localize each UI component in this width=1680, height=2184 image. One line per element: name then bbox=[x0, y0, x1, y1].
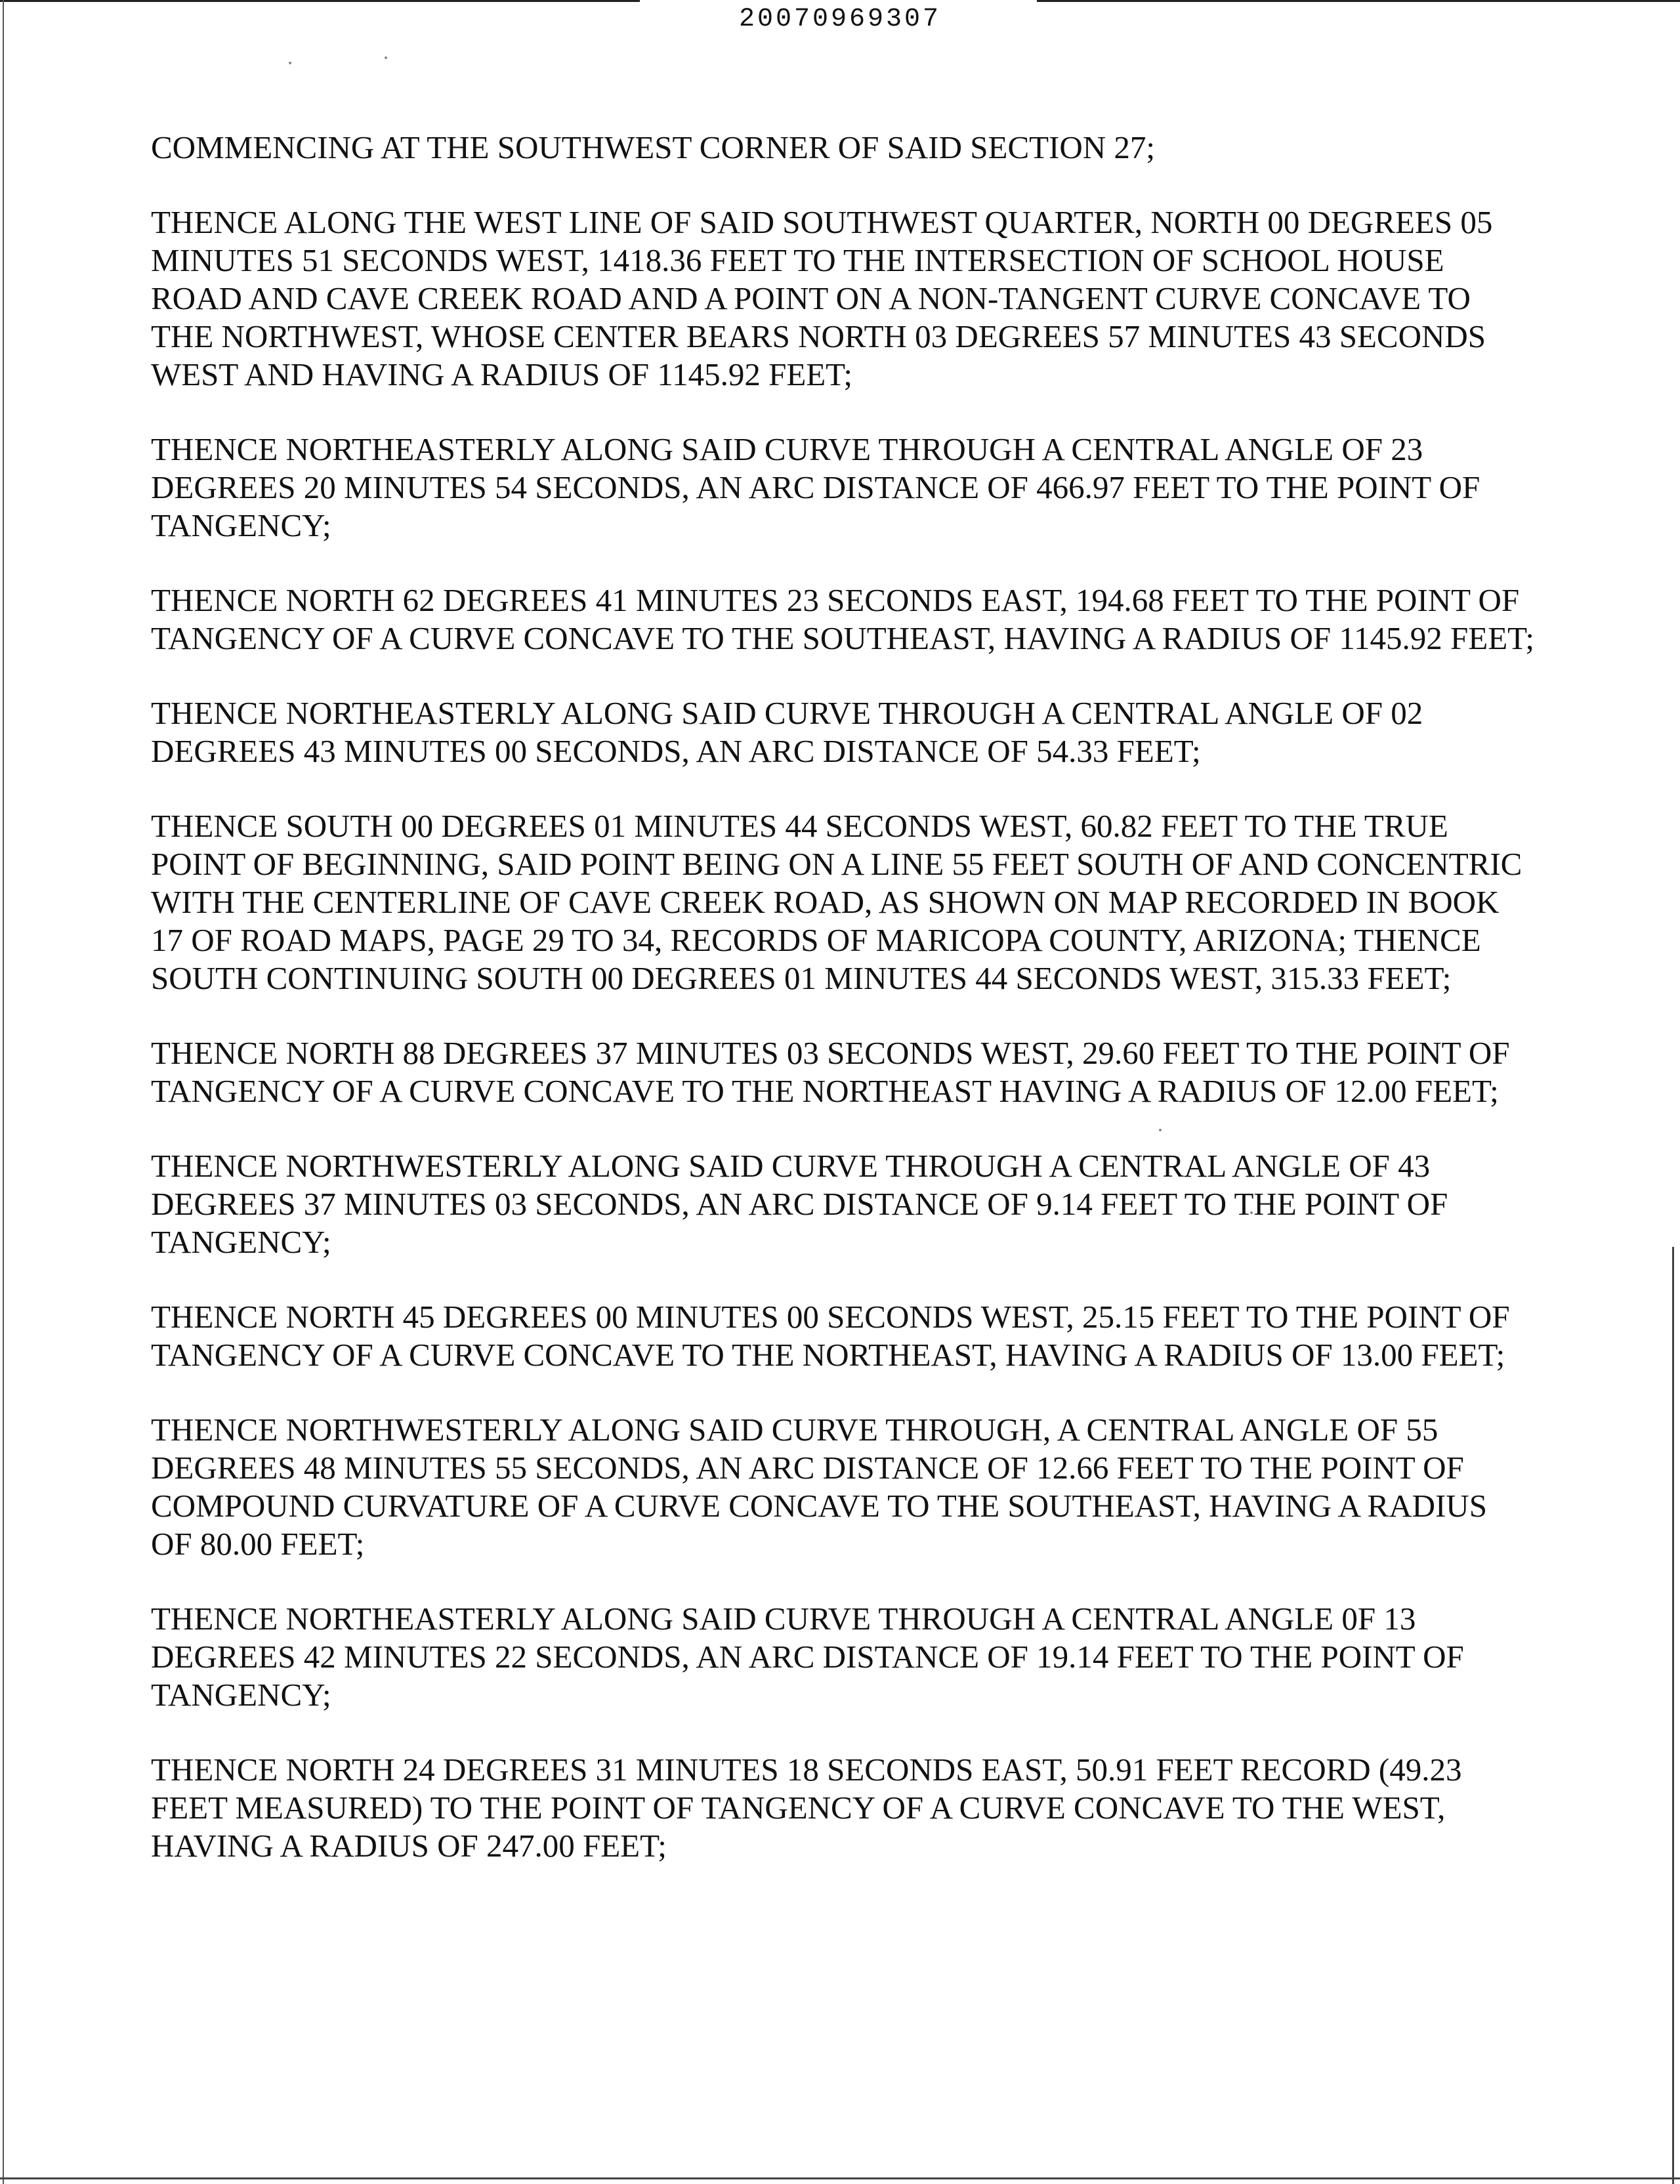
paragraph-course: THENCE NORTHEASTERLY ALONG SAID CURVE THROUGH A CENTRAL ANGLE OF 23 DEGREES 20 MINUTES 54 SECONDS, AN ARC DISTANCE OF 466.97 FEET TO THE POINT OF TANGENCY; bbox=[151, 431, 1480, 543]
paragraph-course: THENCE NORTHWESTERLY ALONG SAID CURVE THROUGH, A CENTRAL ANGLE OF 55 DEGREES 48 MINUTES 55 SECONDS, AN ARC DISTANCE OF 12.66 FEET TO THE POINT OF COMPOUND CURVATURE OF A CURVE CONCAVE TO THE SOUTHEAST, HAVING A RADIUS OF 80.00 FEET; bbox=[151, 1412, 1487, 1562]
paragraph-course: THENCE NORTHEASTERLY ALONG SAID CURVE THROUGH A CENTRAL ANGLE 0F 13 DEGREES 42 MINUTES 22 SECONDS, AN ARC DISTANCE OF 19.14 FEET TO THE POINT OF TANGENCY; bbox=[151, 1601, 1464, 1713]
paragraph-course: THENCE NORTH 45 DEGREES 00 MINUTES 00 SECONDS WEST, 25.15 FEET TO THE POINT OF TANGENCY OF A CURVE CONCAVE TO THE NORTHEAST, HAVING A RADIUS OF 13.00 FEET; bbox=[151, 1299, 1510, 1373]
paragraph-course: THENCE NORTH 88 DEGREES 37 MINUTES 03 SECONDS WEST, 29.60 FEET TO THE POINT OF TANGENCY OF A CURVE CONCAVE TO THE NORTHEAST HAVING A RADIUS OF 12.00 FEET; bbox=[151, 1035, 1510, 1109]
paragraph-course: THENCE NORTHWESTERLY ALONG SAID CURVE THROUGH A CENTRAL ANGLE OF 43 DEGREES 37 MINUTES 03 SECONDS, AN ARC DISTANCE OF 9.14 FEET TO THE POINT OF TANGENCY; bbox=[151, 1148, 1448, 1260]
paragraph-course: THENCE NORTHEASTERLY ALONG SAID CURVE THROUGH A CENTRAL ANGLE OF 02 DEGREES 43 MINUTES 00 SECONDS, AN ARC DISTANCE OF 54.33 FEET; bbox=[151, 695, 1423, 769]
scan-speck bbox=[289, 62, 291, 64]
legal-description bbox=[151, 129, 1536, 1902]
paragraph-course: THENCE NORTH 24 DEGREES 31 MINUTES 18 SECONDS EAST, 50.91 FEET RECORD (49.23 FEET MEASURED) TO THE POINT OF TANGENCY OF A CURVE CONCAVE TO THE WEST, HAVING A RADIUS OF 247.00 FEET; bbox=[151, 1752, 1462, 1864]
scan-border-left bbox=[3, 0, 4, 2184]
paragraph-commencing: COMMENCING AT THE SOUTHWEST CORNER OF SAID SECTION 27; bbox=[151, 129, 1156, 165]
paragraph-point-of-beginning: THENCE SOUTH 00 DEGREES 01 MINUTES 44 SECONDS WEST, 60.82 FEET TO THE TRUE POINT OF BEGINNING, SAID POINT BEING ON A LINE 55 FEET SOUTH OF AND CONCENTRIC WITH THE CENTERLINE OF CAVE CREEK ROAD, AS SHOWN ON MAP RECORDED IN BOOK 17 OF ROAD MAPS, PAGE 29 TO 34, RECORDS OF MARICOPA COUNTY, ARIZONA; THENCE SOUTH CONTINUING SOUTH 00 DEGREES 01 MINUTES 44 SECONDS WEST, 315.33 FEET; bbox=[151, 808, 1522, 996]
paragraph-course: THENCE ALONG THE WEST LINE OF SAID SOUTHWEST QUARTER, NORTH 00 DEGREES 05 MINUTES 51 SECONDS WEST, 1418.36 FEET TO THE INTERSECTION OF SCHOOL HOUSE ROAD AND CAVE CREEK ROAD AND A POINT ON A NON-TANGENT CURVE CONCAVE TO THE NORTHWEST, WHOSE CENTER BEARS NORTH 03 DEGREES 57 MINUTES 43 SECONDS WEST AND HAVING A RADIUS OF 1145.92 FEET; bbox=[151, 204, 1493, 392]
paragraph-course: THENCE NORTH 62 DEGREES 41 MINUTES 23 SECONDS EAST, 194.68 FEET TO THE POINT OF TANGENCY OF A CURVE CONCAVE TO THE SOUTHEAST, HAVING A RADIUS OF 1145.92 FEET; bbox=[151, 582, 1534, 656]
scan-border-right bbox=[1672, 1247, 1674, 2184]
scan-speck bbox=[385, 56, 387, 59]
scan-border-bottom bbox=[0, 2177, 1680, 2179]
recording-number: 20070969307 bbox=[738, 5, 942, 34]
